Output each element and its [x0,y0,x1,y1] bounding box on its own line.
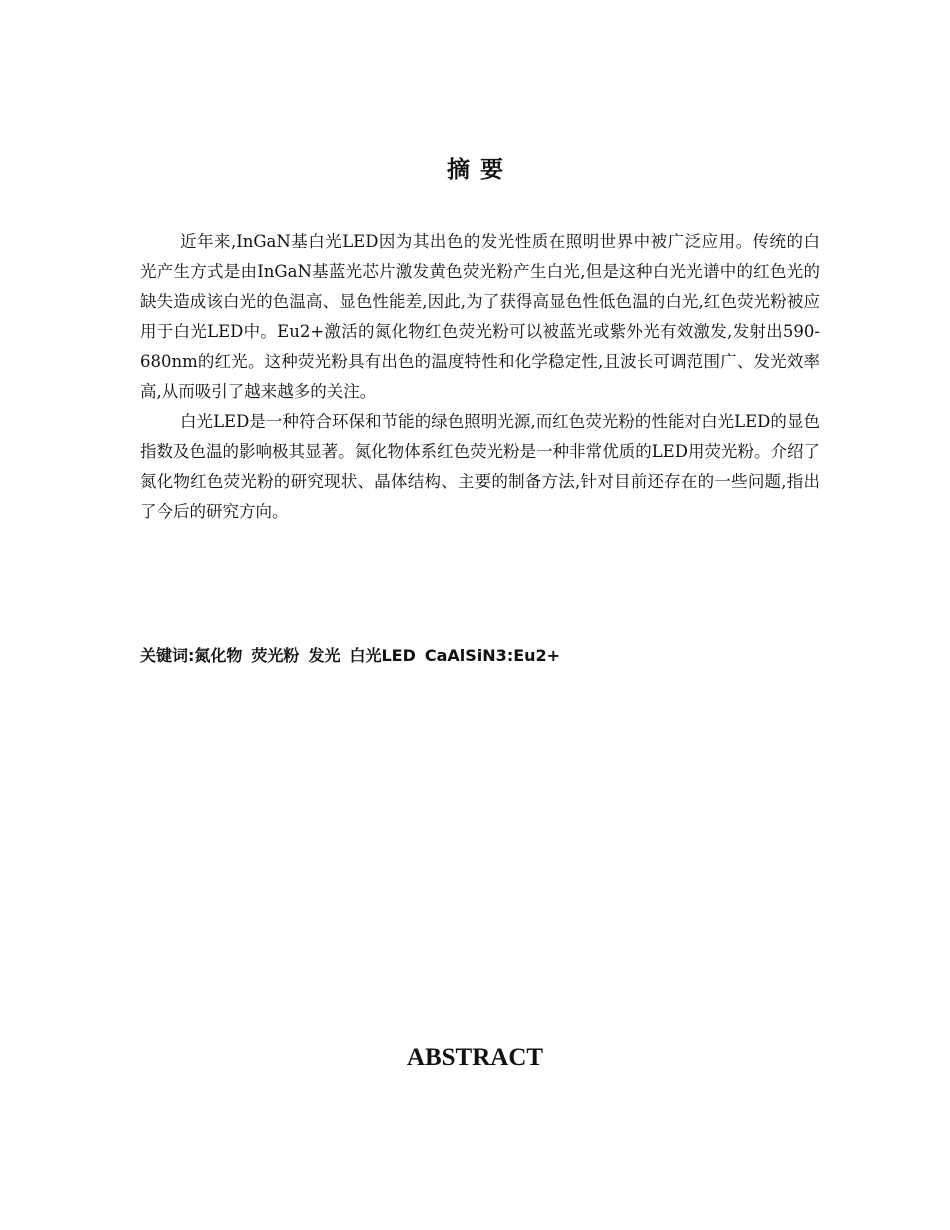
chinese-abstract-title: 摘要 [447,157,513,183]
keyword-item: 发光 [308,646,341,665]
abstract-paragraph-1: 近年来,InGaN基白光LED因为其出色的发光性质在照明世界中被广泛应用。传统的白光产生方式是由InGaN基蓝光芯片激发黄色荧光粉产生白光,但是这种白光光谱中的红色光的缺失造成该白光的色温高、显色性能差,因此,为了获得高显色性低色温的白光,红色荧光粉被应用于白光LED中。Eu2+激活的氮化物红色荧光粉可以被蓝光或紫外光有效激发,发射出590-680nm的红光。这种荧光粉具有出色的温度特性和化学稳定性,且波长可调范围广、发光效率高,从而吸引了越来越多的关注。 [140,232,820,401]
abstract-paragraph-2: 白光LED是一种符合环保和节能的绿色照明光源,而红色荧光粉的性能对白光LED的显色指数及色温的影响极其显著。氮化物体系红色荧光粉是一种非常优质的LED用荧光粉。介绍了氮化物红色荧光粉的研究现状、晶体结构、主要的制备方法,针对目前还存在的一些问题,指出了今后的研究方向。 [140,412,820,521]
keyword-item: 氮化物 [194,646,243,665]
keyword-item: 白光LED [349,646,416,665]
keyword-item: 荧光粉 [251,646,300,665]
keywords-label: 关键词: [140,646,195,665]
chinese-abstract-body [140,227,820,527]
keyword-item: CaAlSiN3:Eu2+ [424,646,561,665]
keywords-line [140,642,840,670]
english-abstract-title: ABSTRACT [406,1044,544,1071]
